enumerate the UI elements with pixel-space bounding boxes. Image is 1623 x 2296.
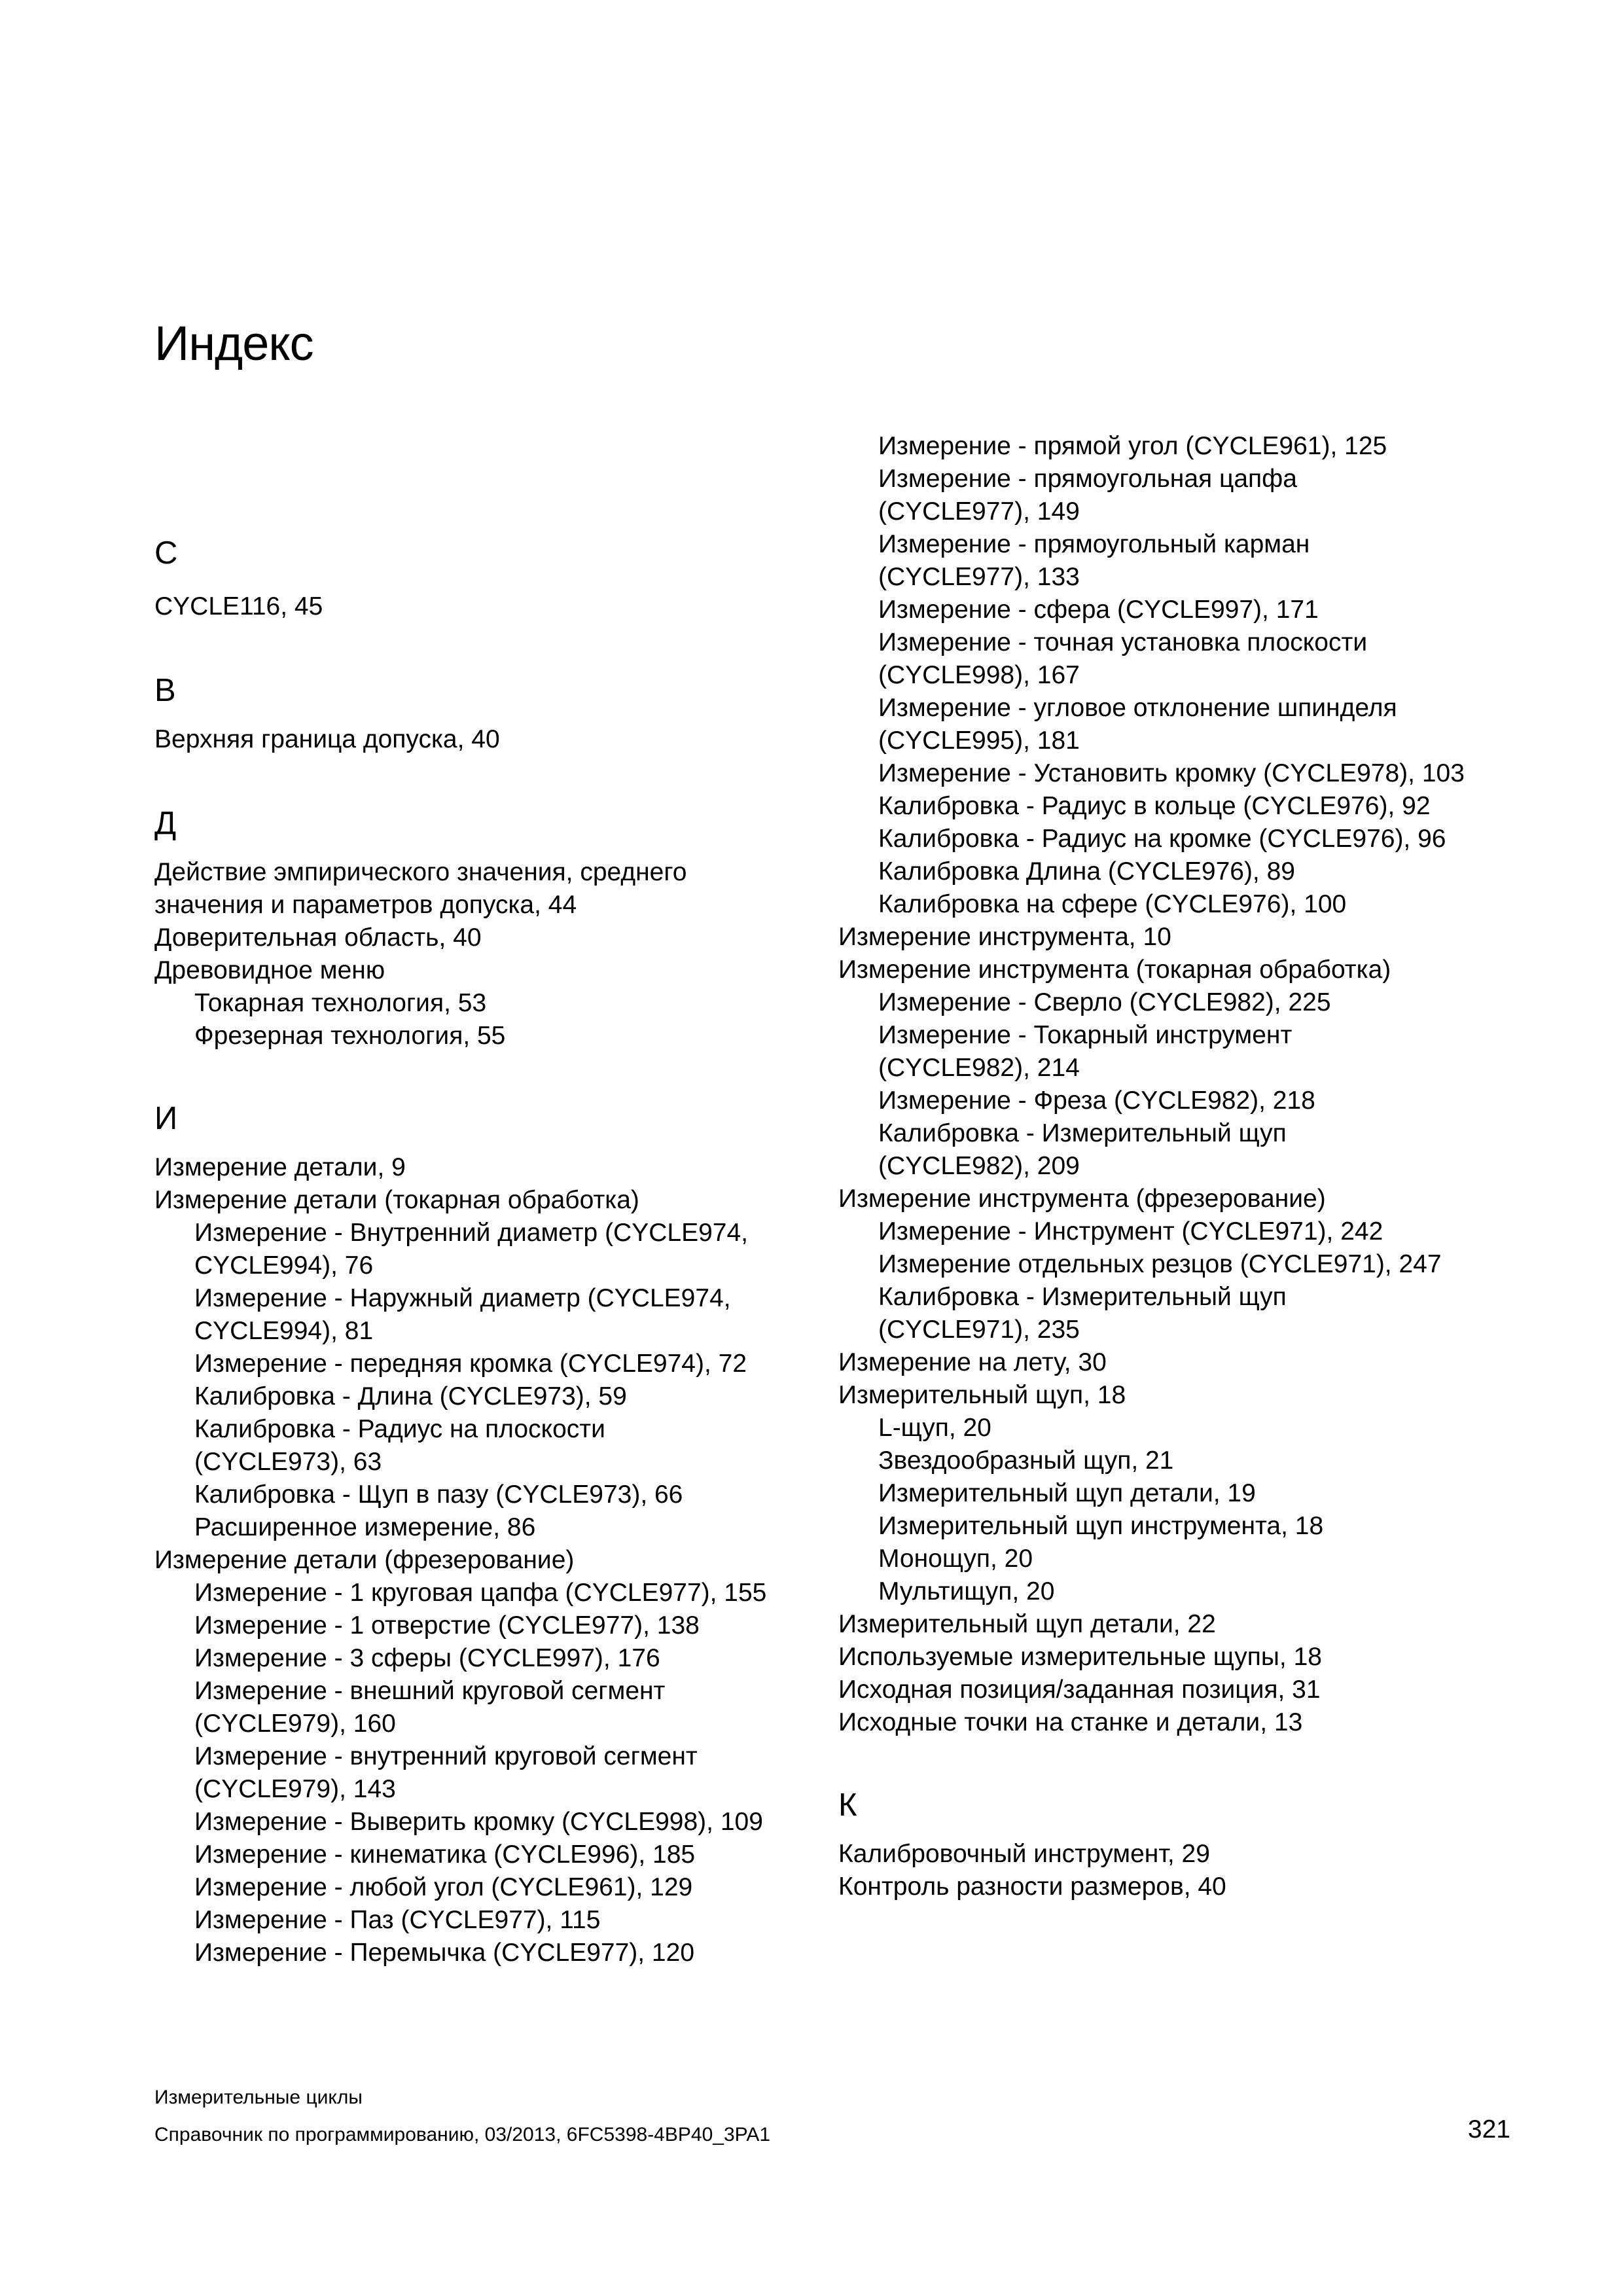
index-entry: значения и параметров допуска, 44 (154, 891, 577, 919)
index-subentry: (CYCLE995), 181 (878, 726, 1080, 755)
index-subentry: CYCLE994), 81 (194, 1317, 374, 1345)
index-subentry: Калибровка - Радиус на кромке (CYCLE976), 96 (878, 825, 1446, 853)
index-subentry: Измерение - любой угол (CYCLE961), 129 (194, 1873, 693, 1901)
index-subentry: Звездообразный щуп, 21 (878, 1446, 1174, 1475)
index-subentry: Фрезерная технология, 55 (194, 1022, 506, 1050)
index-subentry: Измерение - кинематика (CYCLE996), 185 (194, 1840, 696, 1869)
index-subentry: Измерение - Внутренний диаметр (CYCLE974, (194, 1219, 749, 1247)
index-subentry: Измерение - сфера (CYCLE997), 171 (878, 596, 1319, 624)
index-subentry: (CYCLE979), 160 (194, 1710, 396, 1738)
index-entry: Измерение на лету, 30 (838, 1348, 1107, 1376)
index-subentry: (CYCLE977), 149 (878, 497, 1080, 526)
index-subentry: CYCLE994), 76 (194, 1251, 374, 1280)
section-letter-i: И (154, 1101, 178, 1136)
index-subentry: Измерение - Установить кромку (CYCLE978), 103 (878, 759, 1465, 787)
index-subentry: Измерение - 3 сферы (CYCLE997), 176 (194, 1644, 660, 1672)
index-subentry: Измерение - 1 круговая цапфа (CYCLE977), 155 (194, 1579, 767, 1607)
section-letter-k: К (838, 1787, 857, 1823)
index-entry: Калибровочный инструмент, 29 (838, 1840, 1210, 1868)
footer-document-info: Справочник по программированию, 03/2013, 6FC5398-4BP40_3PA1 (154, 2124, 771, 2145)
index-subentry: Измерение - Наружный диаметр (CYCLE974, (194, 1284, 731, 1312)
index-subentry: Измерение - 1 отверстие (CYCLE977), 138 (194, 1611, 700, 1640)
index-subentry: Измерение - передняя кромка (CYCLE974), 72 (194, 1350, 747, 1378)
index-entry: Измерение детали (токарная обработка) (154, 1186, 639, 1214)
page-number: 321 (1467, 2115, 1510, 2144)
index-entry: Исходные точки на станке и детали, 13 (838, 1708, 1303, 1736)
index-subentry: Калибровка - Радиус на плоскости (194, 1415, 605, 1443)
index-entry: Измерительный щуп, 18 (838, 1381, 1126, 1409)
footer-document-title: Измерительные циклы (154, 2087, 363, 2108)
index-subentry: Калибровка на сфере (CYCLE976), 100 (878, 890, 1347, 918)
index-entry: Контроль разности размеров, 40 (838, 1873, 1226, 1901)
index-entry: Используемые измерительные щупы, 18 (838, 1643, 1322, 1671)
index-entry: Измерение детали, 9 (154, 1153, 406, 1181)
index-entry: Измерение детали (фрезерование) (154, 1546, 575, 1574)
index-subentry: Токарная технология, 53 (194, 989, 487, 1017)
index-subentry: Мультищуп, 20 (878, 1577, 1055, 1605)
index-subentry: Измерительный щуп инструмента, 18 (878, 1512, 1324, 1540)
index-subentry: (CYCLE977), 133 (878, 563, 1080, 591)
index-subentry: Измерение - точная установка плоскости (878, 628, 1368, 656)
index-subentry: Измерение - Паз (CYCLE977), 115 (194, 1906, 601, 1934)
index-entry: Доверительная область, 40 (154, 924, 482, 952)
index-subentry: Калибровка - Щуп в пазу (CYCLE973), 66 (194, 1480, 683, 1509)
index-subentry: Измерение - прямоугольная цапфа (878, 465, 1297, 493)
index-subentry: Расширенное измерение, 86 (194, 1513, 536, 1541)
index-entry: Измерительный щуп детали, 22 (838, 1610, 1216, 1638)
index-subentry: Измерительный щуп детали, 19 (878, 1479, 1256, 1507)
index-entry: Исходная позиция/заданная позиция, 31 (838, 1676, 1321, 1704)
index-subentry: Измерение отдельных резцов (CYCLE971), 247 (878, 1250, 1442, 1278)
index-subentry: Измерение - Токарный инструмент (878, 1021, 1293, 1049)
index-column-right (838, 430, 1519, 1903)
index-subentry: Измерение - внутренний круговой сегмент (194, 1742, 698, 1770)
index-subentry: (CYCLE998), 167 (878, 661, 1080, 689)
index-subentry: Калибровка - Длина (CYCLE973), 59 (194, 1382, 627, 1410)
index-subentry: Калибровка - Измерительный щуп (878, 1283, 1287, 1311)
index-entry: Действие эмпирического значения, среднего (154, 858, 687, 886)
index-subentry: Измерение - Сверло (CYCLE982), 225 (878, 988, 1331, 1016)
index-subentry: Измерение - прямоугольный карман (878, 530, 1310, 558)
index-subentry: (CYCLE973), 63 (194, 1448, 382, 1476)
index-entry: Древовидное меню (154, 956, 385, 984)
index-subentry: Монощуп, 20 (878, 1545, 1033, 1573)
index-subentry: Измерение - Инструмент (CYCLE971), 242 (878, 1217, 1383, 1246)
index-subentry: Измерение - Перемычка (CYCLE977), 120 (194, 1939, 695, 1967)
index-subentry: Измерение - Выверить кромку (CYCLE998), 109 (194, 1808, 763, 1836)
index-entry: CYCLE116, 45 (154, 592, 323, 620)
index-subentry: (CYCLE982), 209 (878, 1152, 1080, 1180)
section-letter-d: Д (154, 806, 177, 841)
section-letter-s: С (154, 535, 178, 571)
index-entry: Измерение инструмента (токарная обработка) (838, 956, 1391, 984)
index-entry: Измерение инструмента (фрезерование) (838, 1185, 1326, 1213)
index-subentry: (CYCLE979), 143 (194, 1775, 396, 1803)
page-title: Индекс (154, 316, 313, 370)
index-subentry: Калибровка - Радиус в кольце (CYCLE976), 92 (878, 792, 1431, 820)
index-entry: Измерение инструмента, 10 (838, 923, 1171, 951)
section-letter-v: В (154, 673, 176, 708)
index-entry: Верхняя граница допуска, 40 (154, 725, 500, 753)
index-subentry: Измерение - внешний круговой сегмент (194, 1677, 666, 1705)
index-subentry: (CYCLE971), 235 (878, 1316, 1080, 1344)
index-subentry: L-щуп, 20 (878, 1414, 991, 1442)
index-subentry: Калибровка - Измерительный щуп (878, 1119, 1287, 1147)
index-subentry: (CYCLE982), 214 (878, 1054, 1080, 1082)
index-column-left (154, 537, 822, 1969)
index-subentry: Измерение - Фреза (CYCLE982), 218 (878, 1086, 1315, 1115)
index-subentry: Измерение - угловое отклонение шпинделя (878, 694, 1397, 722)
index-subentry: Измерение - прямой угол (CYCLE961), 125 (878, 432, 1387, 460)
index-subentry: Калибровка Длина (CYCLE976), 89 (878, 857, 1295, 886)
